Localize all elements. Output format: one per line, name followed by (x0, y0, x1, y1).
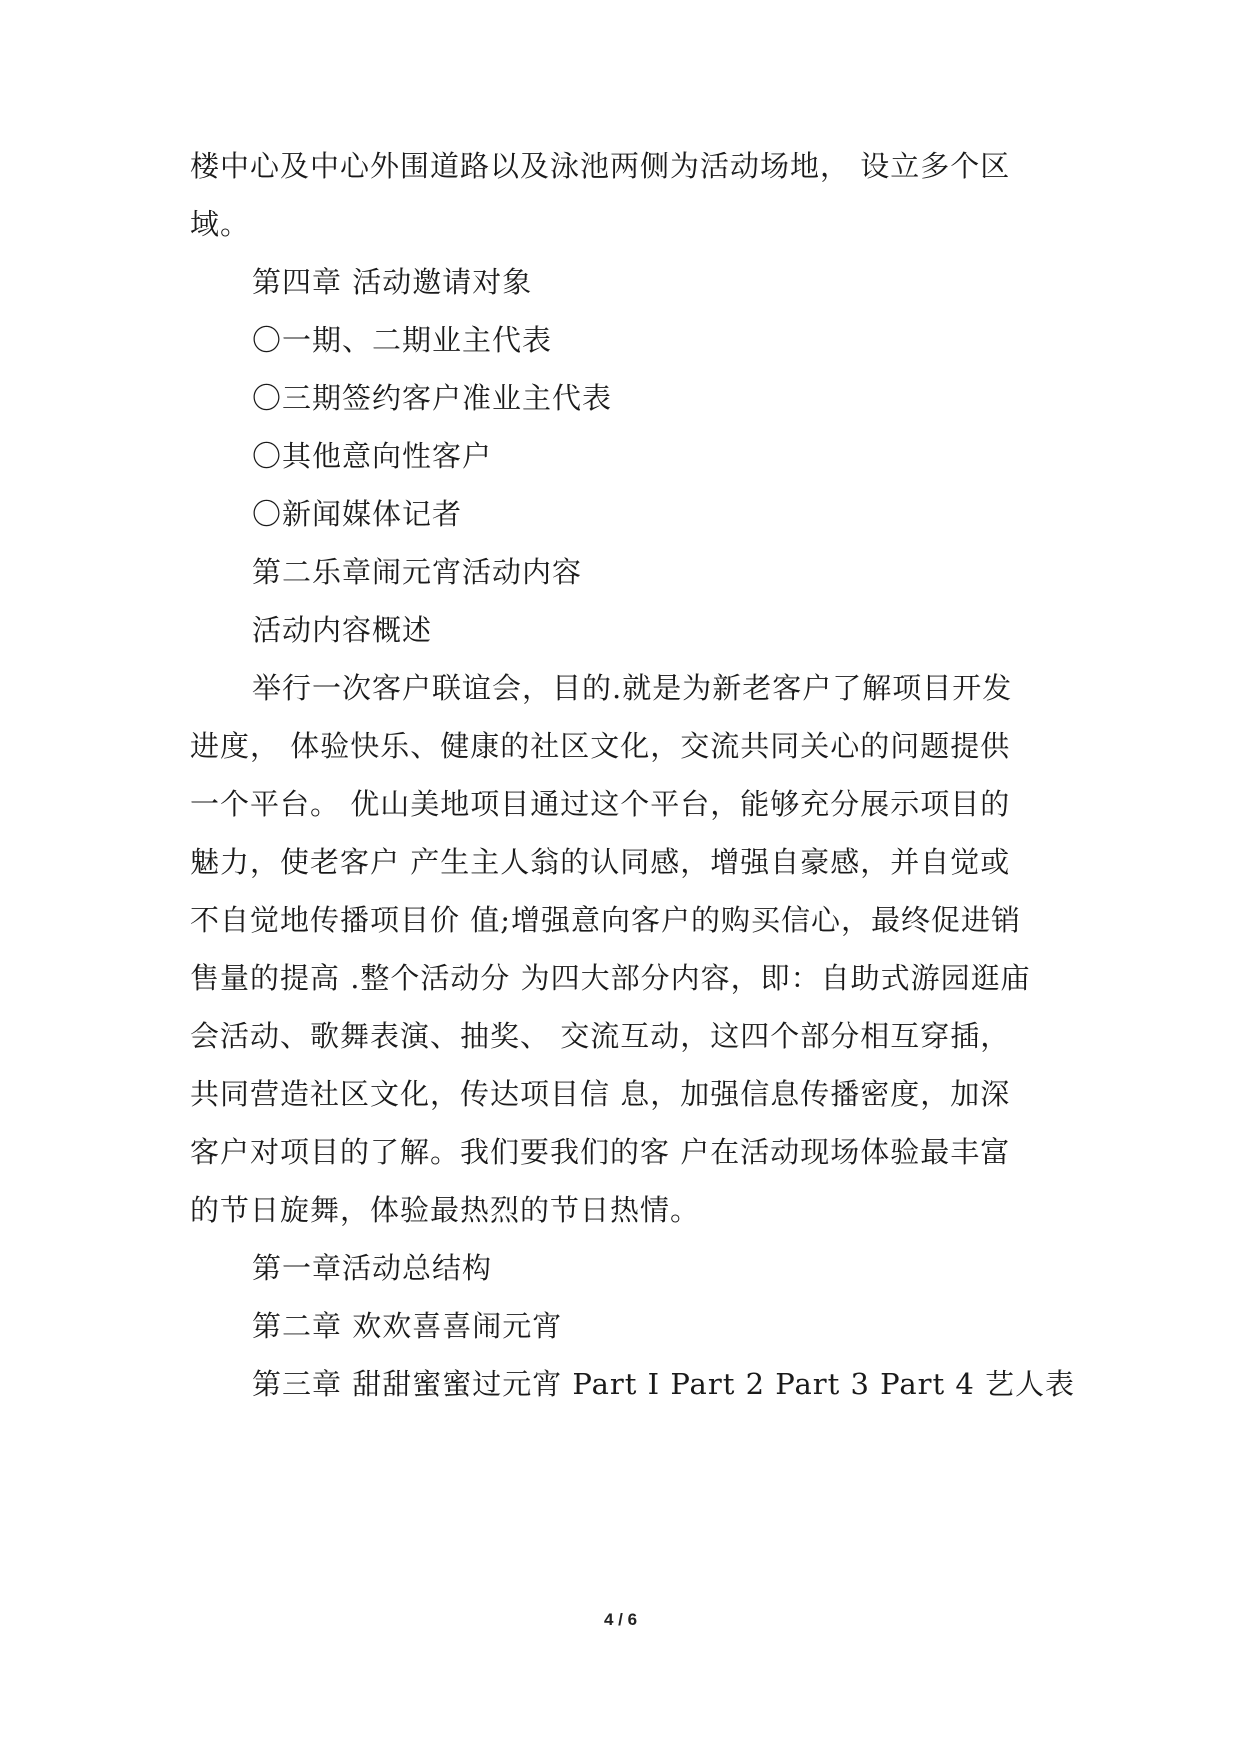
chapter-heading: 第三章 甜甜蜜蜜过元宵 Part I Part 2 Part 3 Part 4 艺人表 (252, 1367, 1076, 1401)
list-item: 〇一期、二期业主代表 (252, 323, 553, 357)
paragraph-line: 共同营造社区文化，传达项目信 息，加强信息传播密度，加深 (190, 1077, 1011, 1111)
paragraph-line: 进度， 体验快乐、健康的社区文化，交流共同关心的问题提供 (190, 729, 1011, 763)
paragraph-line: 楼中心及中心外围道路以及泳池两侧为活动场地， 设立多个区 (190, 149, 1011, 183)
list-item: 〇其他意向性客户 (252, 439, 493, 473)
chapter-heading: 第四章 活动邀请对象 (252, 265, 533, 299)
paragraph-line: 举行一次客户联谊会，目的.就是为新老客户了解项目开发 (252, 671, 1013, 705)
paragraph-line: 会活动、歌舞表演、抽奖、 交流互动，这四个部分相互穿插， (190, 1019, 1011, 1053)
paragraph-line: 魅力，使老客户 产生主人翁的认同感，增强自豪感，并自觉或 (190, 845, 1011, 879)
paragraph-line: 域。 (190, 207, 251, 241)
paragraph-line: 的节日旋舞，体验最热烈的节日热情。 (190, 1193, 701, 1227)
paragraph-line: 客户对项目的了解。我们要我们的客 户在活动现场体验最丰富 (190, 1135, 1011, 1169)
paragraph-line: 不自觉地传播项目价 值;增强意向客户的购买信心，最终促进销 (190, 903, 1021, 937)
chapter-heading: 第二乐章闹元宵活动内容 (252, 555, 583, 589)
list-item: 〇三期签约客户准业主代表 (252, 381, 613, 415)
page-number: 4 / 6 (603, 1610, 638, 1629)
paragraph-line: 一个平台。 优山美地项目通过这个平台，能够充分展示项目的 (190, 787, 1011, 821)
section-heading: 活动内容概述 (252, 613, 433, 647)
chapter-heading: 第一章活动总结构 (252, 1251, 493, 1285)
chapter-heading: 第二章 欢欢喜喜闹元宵 (252, 1309, 563, 1343)
paragraph-line: 售量的提高 .整个活动分 为四大部分内容，即：自助式游园逛庙 (190, 961, 1031, 995)
list-item: 〇新闻媒体记者 (252, 497, 463, 531)
